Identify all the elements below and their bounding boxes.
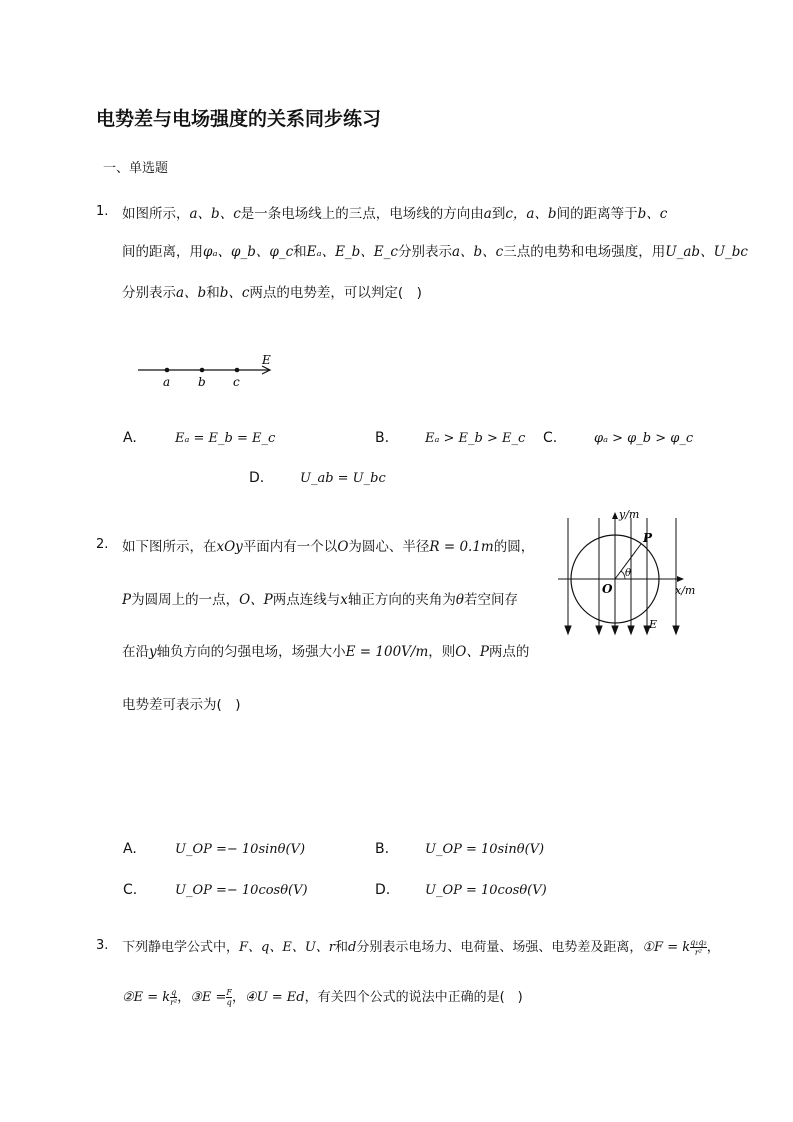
q2-option-a-expr[interactable]: U_OP =− 10sinθ(V) (175, 842, 306, 857)
q1-number: 1. (96, 204, 109, 219)
origin-label: O (602, 582, 613, 596)
q1-option-d-expr[interactable]: U_ab = U_bc (300, 471, 386, 486)
q1-option-b-letter[interactable]: B. (375, 430, 390, 446)
x-axis-arrow (677, 576, 684, 582)
q3-line2: ②E = k $\frac{q}{\text{r²}}$ ，③E = $\frac{F}{q}$ ，④U = Ed，有关四个公式的说法中正确的是( ) (122, 988, 523, 1007)
q2-option-b-letter[interactable]: B. (375, 841, 390, 857)
q1-option-b-expr[interactable]: Eₐ > E_b > E_c (425, 431, 526, 446)
q1-line2: 间的距离，用φₐ、φ_b、φ_c和Eₐ、E_b、E_c分别表示a、b、c三点的电势和电场强度，用U_ab、U_bc (122, 244, 748, 260)
q3-number: 3. (96, 938, 109, 953)
q1-line1: 如图所示，a、b、c是一条电场线上的三点，电场线的方向由a到c，a、b间的距离等于b、c (122, 206, 668, 222)
point-a-dot (165, 368, 170, 373)
q1-option-c-expr[interactable]: φₐ > φ_b > φ_c (594, 431, 694, 446)
q2-option-a-letter[interactable]: A. (123, 841, 137, 857)
q2-line1: 如下图所示，在xOy平面内有一个以O为圆心、半径R = 0.1m的圆， (122, 539, 535, 555)
y-axis-label: y/m (619, 508, 640, 521)
label-c: c (233, 375, 240, 389)
section-heading: 一、单选题 (103, 161, 169, 176)
label-b: b (198, 375, 206, 389)
label-a: a (163, 375, 171, 389)
q2-line4: 电势差可表示为( ) (122, 697, 241, 713)
q2-option-b-expr[interactable]: U_OP = 10sinθ(V) (425, 842, 545, 857)
label-E: E (262, 353, 271, 367)
point-b-dot (200, 368, 205, 373)
angle-label: θ (625, 568, 632, 579)
q2-option-c-letter[interactable]: C. (123, 882, 138, 898)
q1-option-c-letter[interactable]: C. (543, 430, 558, 446)
q2-circle-field-figure (553, 508, 703, 643)
point-p-label: P (643, 531, 653, 545)
y-axis-arrow (612, 512, 618, 519)
q1-field-line-figure (130, 352, 290, 392)
q2-option-c-expr[interactable]: U_OP =− 10cosθ(V) (175, 883, 308, 898)
q2-option-d-expr[interactable]: U_OP = 10cosθ(V) (425, 883, 547, 898)
q2-line2: P为圆周上的一点，O、P两点连线与x轴正方向的夹角为θ若空间存 (122, 592, 519, 608)
x-axis-label: x/m (675, 584, 696, 597)
page-title: 电势差与电场强度的关系同步练习 (96, 108, 382, 130)
q2-line3: 在沿y轴负方向的匀强电场，场强大小E = 100V/m，则O、P两点的 (122, 644, 530, 660)
q3-line1: 下列静电学公式中，F、q、E、U、r和d分别表示电场力、电荷量、场强、电势差及距离，①F = k $\frac{\text{q₁q₂}}{\text{r²}}$ ， (122, 938, 720, 957)
q1-line3: 分别表示a、b和b、c两点的电势差，可以判定( ) (122, 285, 422, 301)
q2-option-d-letter[interactable]: D. (375, 882, 391, 898)
q1-option-d-letter[interactable]: D. (249, 470, 265, 486)
q1-option-a-expr[interactable]: Eₐ = E_b = E_c (175, 431, 276, 446)
q2-number: 2. (96, 537, 109, 552)
field-label: E (649, 618, 658, 631)
q1-option-a-letter[interactable]: A. (123, 430, 137, 446)
point-c-dot (235, 368, 240, 373)
